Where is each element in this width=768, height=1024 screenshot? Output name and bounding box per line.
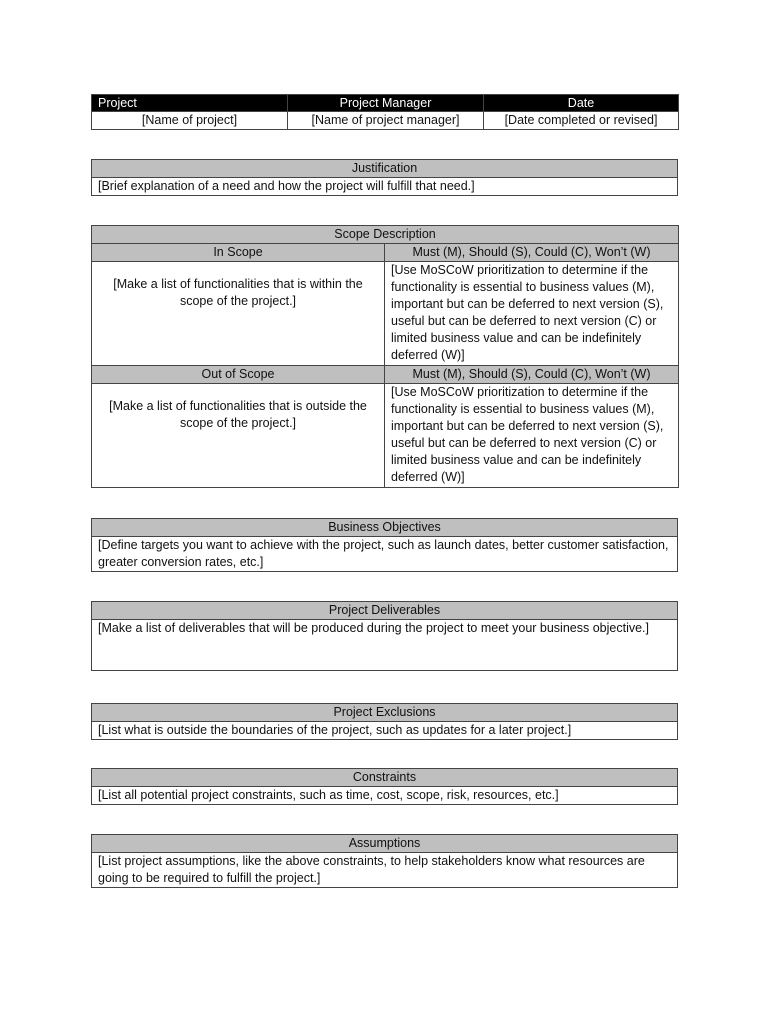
scope-title: Scope Description bbox=[92, 226, 679, 244]
in-scope-body[interactable]: [Make a list of functionalities that is within the scope of the project.] bbox=[92, 262, 385, 366]
constraints-title: Constraints bbox=[92, 769, 678, 787]
project-info-header-row bbox=[92, 95, 679, 112]
assumptions-title: Assumptions bbox=[92, 835, 678, 853]
project-manager-field[interactable]: [Name of project manager] bbox=[288, 112, 484, 130]
in-scope-priority-body[interactable]: [Use MoSCoW prioritization to determine if the functionality is essential to business values (M), important but can be deferred to next version (S), useful but can be deferred to next version (C) or limited business value and can be indefinitely deferred (W)] bbox=[385, 262, 679, 366]
out-scope-priority-body[interactable]: [Use MoSCoW prioritization to determine if the functionality is essential to business values (M), important but can be deferred to next version (S), useful but can be deferred to next version (C) or limited business value and can be indefinitely deferred (W)] bbox=[385, 384, 679, 488]
project-header: Project bbox=[92, 95, 288, 112]
exclusions-title: Project Exclusions bbox=[92, 704, 678, 722]
business-objectives-table bbox=[91, 518, 678, 572]
project-info-table bbox=[91, 94, 679, 130]
out-scope-body[interactable]: [Make a list of functionalities that is outside the scope of the project.] bbox=[92, 384, 385, 488]
deliverables-body[interactable]: [Make a list of deliverables that will be produced during the project to meet your business objective.] bbox=[92, 620, 678, 671]
assumptions-body[interactable]: [List project assumptions, like the above constraints, to help stakeholders know what resources are going to be required to fulfill the project.] bbox=[92, 853, 678, 888]
date-field[interactable]: [Date completed or revised] bbox=[484, 112, 679, 130]
out-scope-label: Out of Scope bbox=[92, 366, 385, 384]
in-scope-priority-label: Must (M), Should (S), Could (C), Won’t (W) bbox=[385, 244, 679, 262]
project-info-value-row bbox=[92, 112, 679, 130]
exclusions-table bbox=[91, 703, 678, 740]
date-header: Date bbox=[484, 95, 679, 112]
justification-title: Justification bbox=[92, 160, 678, 178]
business-objectives-title: Business Objectives bbox=[92, 519, 678, 537]
scope-table bbox=[91, 225, 679, 488]
deliverables-table bbox=[91, 601, 678, 671]
exclusions-body[interactable]: [List what is outside the boundaries of the project, such as updates for a later project.] bbox=[92, 722, 678, 740]
constraints-table bbox=[91, 768, 678, 805]
in-scope-label: In Scope bbox=[92, 244, 385, 262]
out-scope-priority-label: Must (M), Should (S), Could (C), Won’t (W) bbox=[385, 366, 679, 384]
business-objectives-body[interactable]: [Define targets you want to achieve with the project, such as launch dates, better customer satisfaction, greater conversion rates, etc.] bbox=[92, 537, 678, 572]
deliverables-title: Project Deliverables bbox=[92, 602, 678, 620]
project-name-field[interactable]: [Name of project] bbox=[92, 112, 288, 130]
assumptions-table bbox=[91, 834, 678, 888]
justification-body[interactable]: [Brief explanation of a need and how the project will fulfill that need.] bbox=[92, 178, 678, 196]
project-manager-header: Project Manager bbox=[288, 95, 484, 112]
constraints-body[interactable]: [List all potential project constraints, such as time, cost, scope, risk, resources, etc.] bbox=[92, 787, 678, 805]
justification-table bbox=[91, 159, 678, 196]
